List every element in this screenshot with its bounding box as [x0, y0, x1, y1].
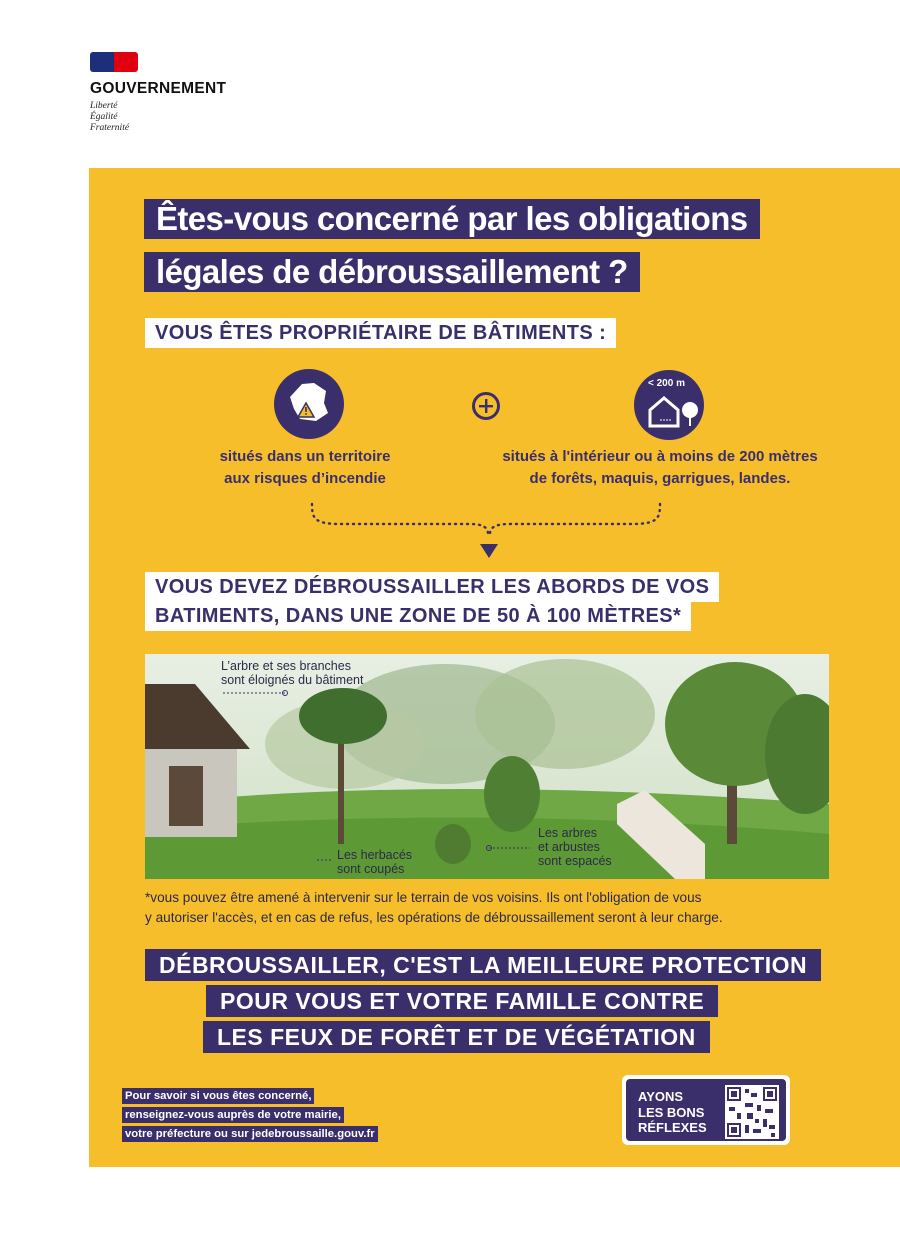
down-arrow-icon [480, 544, 498, 558]
qr-code-icon[interactable] [725, 1085, 779, 1139]
marianne-flag-icon [90, 52, 138, 72]
government-logo [90, 52, 290, 134]
slogan-line-3: LES FEUX DE FORÊT ET DE VÉGÉTATION [203, 1021, 710, 1053]
government-motto: Liberté Égalité Fraternité [90, 101, 130, 133]
plus-icon [472, 392, 500, 420]
france-alert-icon [274, 369, 344, 439]
condition-left: situés dans un territoire aux risques d’incendie [219, 448, 391, 487]
condition-right: situés à l'intérieur ou à moins de 200 mètres de forêts, maquis, garrigues, landes. [502, 448, 818, 487]
government-title: GOUVERNEMENT [90, 80, 227, 97]
footnote: *vous pouvez être amené à intervenir sur le terrain de vos voisins. Ils ont l'obligation de vous y autoriser l'accès, et en cas de refus, les opérations de débroussaillement seront à leur charge. [145, 890, 723, 925]
label-tree: L’arbre et ses branches sont éloignés du bâtiment [221, 659, 364, 687]
poster-title-line-2: légales de débroussaillement ? [144, 252, 640, 292]
info-line-2: renseignez-vous auprès de votre mairie, [122, 1107, 344, 1123]
qr-panel [622, 1075, 790, 1145]
info-line-3: votre préfecture ou sur jedebroussaille.gouv.fr [122, 1126, 378, 1142]
label-grass: Les herbacés sont coupés [337, 848, 413, 876]
connector-dots [300, 500, 680, 560]
owner-heading: VOUS ÊTES PROPRIÉTAIRE DE BÂTIMENTS : [145, 318, 616, 348]
house-forest-icon [634, 370, 704, 440]
poster-title-line-1: Êtes-vous concerné par les obligations [144, 199, 760, 239]
duty-line-1: VOUS DEVEZ DÉBROUSSAILLER LES ABORDS DE VOS [145, 572, 719, 602]
duty-line-2: BATIMENTS, DANS UNE ZONE DE 50 À 100 MÈTRES* [145, 601, 691, 631]
vegetation-scene [145, 654, 829, 879]
qr-slogan: AYONS LES BONS RÉFLEXES [638, 1089, 707, 1135]
label-shrubs: Les arbres et arbustes sont espacés [538, 826, 612, 868]
distance-badge: < 200 m [648, 378, 685, 389]
slogan-line-2: POUR VOUS ET VOTRE FAMILLE CONTRE [206, 985, 718, 1017]
slogan-line-1: DÉBROUSSAILLER, C'EST LA MEILLEURE PROTECTION [145, 949, 821, 981]
info-line-1: Pour savoir si vous êtes concerné, [122, 1088, 314, 1104]
